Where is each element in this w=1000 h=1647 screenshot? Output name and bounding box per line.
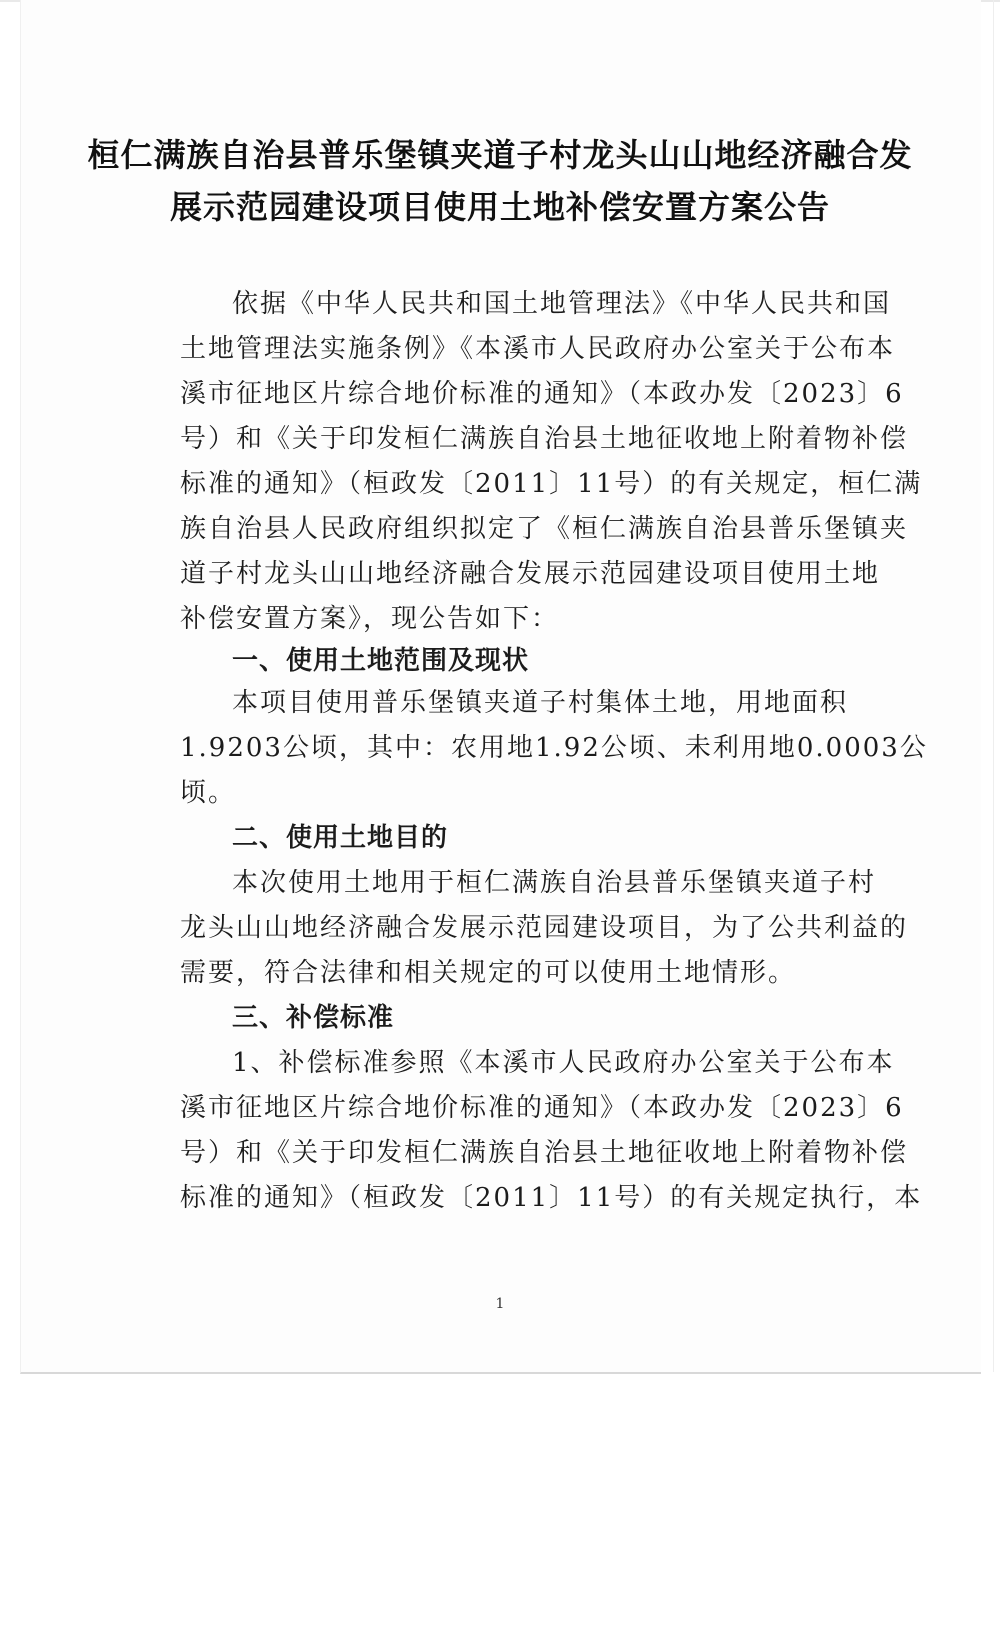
page-number: 1 bbox=[495, 1296, 505, 1312]
section1-line: 顷。 bbox=[180, 778, 237, 808]
intro-line: 溪市征地区片综合地价标准的通知》（本政办发〔2023〕6 bbox=[180, 379, 904, 409]
section3-line: 溪市征地区片综合地价标准的通知》（本政办发〔2023〕6 bbox=[180, 1093, 904, 1123]
intro-line: 补偿安置方案》，现公告如下： bbox=[180, 604, 560, 634]
intro-line: 土地管理法实施条例》《本溪市人民政府办公室关于公布本 bbox=[180, 334, 896, 364]
document-title-line-1: 桓仁满族自治县普乐堡镇夹道子村龙头山山地经济融合发 bbox=[87, 136, 913, 174]
intro-line: 族自治县人民政府组织拟定了《桓仁满族自治县普乐堡镇夹 bbox=[180, 514, 909, 544]
intro-line: 标准的通知》（桓政发〔2011〕11号）的有关规定，桓仁满 bbox=[180, 469, 923, 499]
section2-line: 需要，符合法律和相关规定的可以使用土地情形。 bbox=[180, 958, 797, 988]
intro-line: 依据《中华人民共和国土地管理法》《中华人民共和国 bbox=[232, 289, 892, 319]
section1-line: 本项目使用普乐堡镇夹道子村集体土地，用地面积 bbox=[232, 688, 849, 718]
section2-line: 龙头山山地经济融合发展示范园建设项目，为了公共利益的 bbox=[180, 913, 909, 943]
scan-edge-right bbox=[993, 0, 994, 1372]
section3-line: 号）和《关于印发桓仁满族自治县土地征收地上附着物补偿 bbox=[180, 1138, 909, 1168]
section-heading-compensation: 三、补偿标准 bbox=[232, 1003, 395, 1033]
section-heading-purpose: 二、使用土地目的 bbox=[232, 823, 449, 853]
intro-line: 道子村龙头山山地经济融合发展示范园建设项目使用土地 bbox=[180, 559, 881, 589]
document-title-line-2: 展示范园建设项目使用土地补偿安置方案公告 bbox=[169, 188, 830, 226]
section3-line: 1、补偿标准参照《本溪市人民政府办公室关于公布本 bbox=[232, 1048, 895, 1078]
section3-line: 标准的通知》（桓政发〔2011〕11号）的有关规定执行，本 bbox=[180, 1183, 923, 1213]
section2-line: 本次使用土地用于桓仁满族自治县普乐堡镇夹道子村 bbox=[232, 868, 877, 898]
section1-line: 1.9203公顷，其中：农用地1.92公顷、未利用地0.0003公 bbox=[180, 733, 928, 763]
section-heading-scope: 一、使用土地范围及现状 bbox=[232, 646, 530, 676]
intro-line: 号）和《关于印发桓仁满族自治县土地征收地上附着物补偿 bbox=[180, 424, 909, 454]
